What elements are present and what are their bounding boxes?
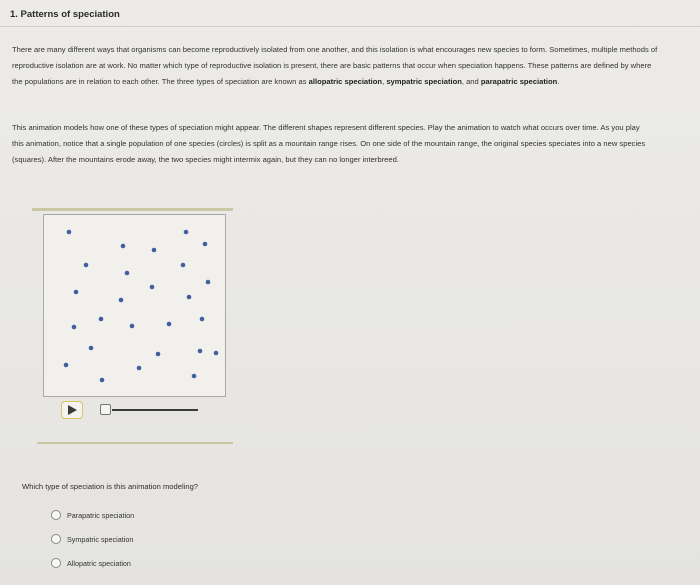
species-circle (192, 374, 197, 379)
question-title: 1. Patterns of speciation (10, 9, 120, 20)
population-plot (44, 215, 225, 396)
species-circle (156, 352, 161, 357)
species-circle (187, 295, 192, 300)
term-sympatric: sympatric speciation (386, 76, 462, 86)
play-icon (68, 405, 77, 415)
species-circle (130, 324, 135, 329)
option-label: Parapatric speciation (67, 510, 135, 520)
species-circle (74, 290, 79, 295)
species-circle (100, 378, 105, 383)
timeline-slider-handle[interactable] (100, 404, 111, 415)
animation-top-border (32, 208, 233, 211)
option-label: Sympatric speciation (67, 534, 134, 544)
radio-allopatric[interactable] (51, 558, 61, 568)
option-sympatric[interactable] (51, 532, 133, 546)
species-circle (200, 317, 205, 322)
term-parapatric: parapatric speciation (480, 76, 558, 86)
radio-sympatric[interactable] (51, 534, 61, 544)
timeline-slider-track[interactable] (112, 409, 198, 411)
species-circle (214, 351, 219, 356)
species-circle (167, 322, 172, 327)
species-circle (203, 242, 208, 247)
intro-sep-2: , and (461, 76, 481, 86)
play-button[interactable] (61, 401, 83, 419)
species-circle (72, 325, 77, 330)
species-circle (184, 230, 189, 235)
title-divider (0, 26, 700, 27)
species-circle (67, 230, 72, 235)
radio-parapatric[interactable] (51, 510, 61, 520)
species-circle (152, 248, 157, 253)
species-circle (125, 271, 130, 276)
option-label: Allopatric speciation (67, 558, 131, 568)
option-parapatric[interactable] (51, 508, 134, 522)
animation-bottom-border (37, 442, 233, 444)
species-circle (181, 263, 186, 268)
species-circle (84, 263, 89, 268)
animation-canvas (43, 214, 226, 397)
animation-description: This animation models how one of these types of speciation might appear. The different shapes represent different species. Play the animation to watch what occurs over time. As you play this animation, notice that a single population of one species (circles) is split as a mountain range rises. On one side of the mountain range, the original species speciates into a new species (squares). After the mountains erode away, the two species might intermix again, but they can no longer interbreed. (12, 123, 646, 164)
intro-sep-1: , (382, 76, 387, 86)
option-allopatric[interactable] (51, 556, 131, 570)
species-circle (119, 298, 124, 303)
species-circles (64, 230, 219, 383)
intro-paragraph (12, 42, 662, 89)
species-circle (137, 366, 142, 371)
species-circle (121, 244, 126, 249)
intro-end: . (557, 76, 560, 86)
term-allopatric: allopatric speciation (308, 76, 383, 86)
species-circle (64, 363, 69, 368)
species-circle (198, 349, 203, 354)
species-circle (150, 285, 155, 290)
species-circle (89, 346, 94, 351)
species-circle (206, 280, 211, 285)
intro-text: There are many different ways that organisms can become reproductively isolated from one another, and this isolation is what encourages new species to form. Sometimes, multiple methods of reproductive isolation are at work. No matter which type of reproductive isolation is present, there are basic patterns that occur when speciation happens. These patterns are defined by where the populations are in relation to each other. The three types of speciation are known as (12, 45, 658, 86)
species-circle (99, 317, 104, 322)
question-prompt: Which type of speciation is this animation modeling? (22, 482, 199, 491)
